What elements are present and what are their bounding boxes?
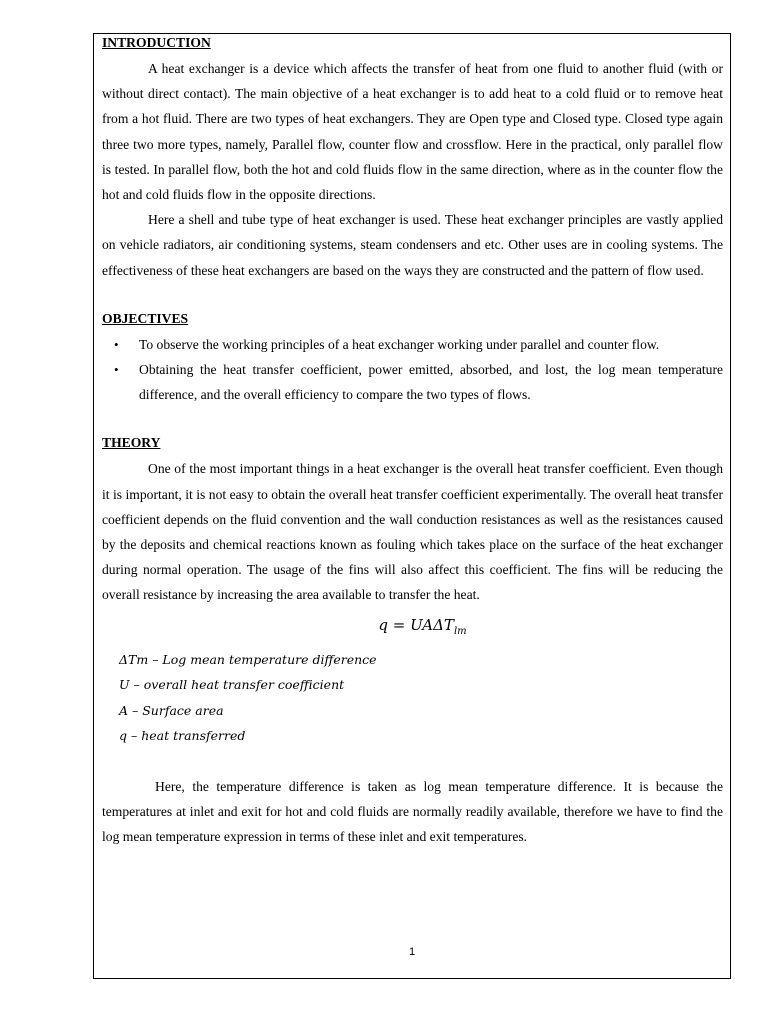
- equation-definitions: [119, 647, 723, 749]
- definition-item: A – Surface area: [119, 702, 224, 718]
- definition-item: q – heat transferred: [119, 728, 246, 744]
- objective-text: To observe the working principles of a heat exchanger working under parallel and counter flow.: [139, 336, 660, 352]
- objectives-list: [102, 332, 723, 408]
- theory-heading: THEORY: [102, 435, 161, 451]
- objectives-heading: OBJECTIVES: [102, 310, 189, 326]
- page-number: 1: [408, 946, 416, 958]
- theory-paragraph-1: One of the most important things in a heat exchanger is the overall heat transfer coefficient. Even though it is important, it is not easy to obtain the overall heat transfer coefficient experimentally. The overall heat transfer coefficient depends on the fluid convention and the wall conduction resistances as well as the resistances caused by the deposits and chemical reactions known as fouling which takes place on the surface of the heat exchanger during normal operation. The usage of the fins will also affect this coefficient. The fins will be reducing the overall resistance by increasing the area available to transfer the heat.: [102, 461, 723, 603]
- definition-item: ΔTm – Log mean temperature difference: [119, 651, 377, 667]
- objective-text: Obtaining the heat transfer coefficient, power emitted, absorbed, and lost, the log mean temperature difference, and the overall efficiency to compare the two types of flows.: [139, 362, 723, 403]
- definition-item: U – overall heat transfer coefficient: [119, 677, 345, 693]
- spacer: [102, 407, 723, 432]
- objective-item: [102, 332, 723, 357]
- spacer: [102, 283, 723, 308]
- equation-subscript: lm: [453, 625, 467, 637]
- introduction-paragraph-1: A heat exchanger is a device which affects the transfer of heat from one fluid to another fluid (with or without direct contact). The main objective of a heat exchanger is to add heat to a cold fluid or to remove heat from a hot fluid. There are two types of heat exchangers. They are Open type and Closed type. Closed type again three two more types, namely, Parallel flow, counter flow and crossflow. Here in the practical, only parallel flow is tested. In parallel flow, both the hot and cold fluids flow in the same direction, where as in the counter flow the hot and cold fluids flow in the opposite directions.: [102, 61, 723, 203]
- introduction-heading: INTRODUCTION: [102, 35, 211, 50]
- spacer: [102, 749, 723, 774]
- theory-paragraph-2: Here, the temperature difference is taken as log mean temperature difference. It is because the temperatures at inlet and exit for hot and cold fluids are normally readily available, therefore we have to find the log mean temperature expression in terms of these inlet and exit temperatures.: [102, 779, 723, 845]
- heat-transfer-equation: [102, 612, 723, 645]
- introduction-paragraph-2: Here a shell and tube type of heat exchanger is used. These heat exchanger principles are vastly applied on vehicle radiators, air conditioning systems, steam condensers and etc. Other uses are in cooling systems. The effectiveness of these heat exchangers are based on the ways they are constructed and the pattern of flow used.: [102, 212, 723, 278]
- bullet-icon: •: [114, 362, 119, 378]
- document-body: [102, 34, 723, 850]
- equation-main: q = UAΔT: [378, 615, 454, 634]
- objective-item: [102, 357, 723, 407]
- bullet-icon: •: [114, 336, 119, 352]
